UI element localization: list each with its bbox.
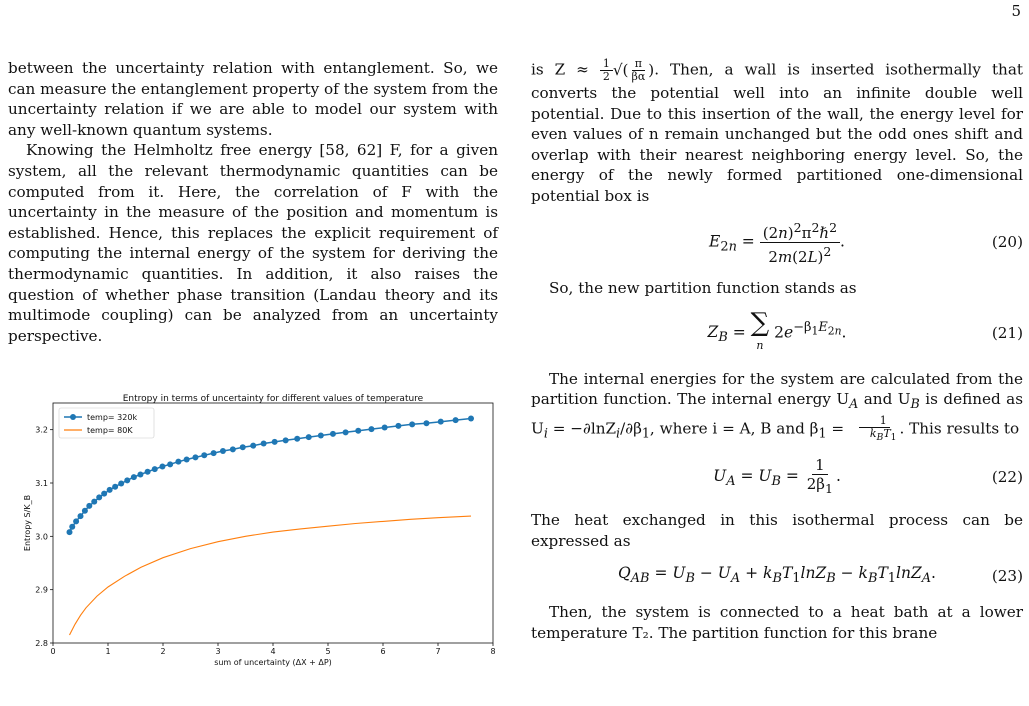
legend-label-series-2: temp= 80K bbox=[87, 426, 133, 435]
right-p1-start: is Z ≈ bbox=[531, 60, 600, 79]
data-point bbox=[272, 439, 278, 445]
data-point bbox=[230, 446, 236, 452]
data-point bbox=[78, 513, 84, 519]
x-tick-label: 6 bbox=[380, 647, 386, 656]
data-point bbox=[107, 487, 113, 493]
data-point bbox=[91, 499, 97, 505]
data-point bbox=[368, 426, 374, 432]
data-point bbox=[73, 518, 79, 524]
data-point bbox=[167, 461, 173, 467]
y-ticks bbox=[35, 426, 53, 648]
data-point bbox=[69, 524, 75, 530]
data-point bbox=[131, 474, 137, 480]
data-point bbox=[96, 494, 102, 500]
fraction-one-half: $\frac{1}{2}$ bbox=[600, 58, 613, 83]
sqrt-expression: √( $\frac{\pi}{\beta\alpha}$ ) bbox=[612, 57, 655, 83]
data-point bbox=[220, 448, 226, 454]
x-tick-label: 0 bbox=[50, 647, 56, 656]
energy-fraction: $\frac{(2n)^2\pi^2\hbar^2}{2m(2L)^2}$ bbox=[760, 219, 840, 266]
equation-21-number: (21) bbox=[991, 324, 1023, 343]
data-point bbox=[343, 429, 349, 435]
right-paragraph-1 bbox=[531, 58, 1023, 207]
series-line-2 bbox=[70, 516, 472, 635]
y-tick-label: 3.2 bbox=[35, 425, 48, 435]
equation-23: $Q_{AB} = U_B - U_A + k_BT_1\ln Z_B - k_BT_1\ln Z_A$. (23) bbox=[618, 564, 1023, 587]
data-point bbox=[330, 431, 336, 437]
data-point bbox=[192, 454, 198, 460]
data-point bbox=[294, 436, 300, 442]
data-point bbox=[250, 443, 256, 449]
equation-22: $U_A = U_B$ = $\frac{1}{2\beta_1}$ . (22) bbox=[713, 456, 1023, 497]
data-point bbox=[145, 469, 151, 475]
x-tick-label: 1 bbox=[105, 647, 111, 656]
x-tick-label: 7 bbox=[435, 647, 441, 656]
data-point bbox=[159, 463, 165, 469]
right-p1-end: . Then, a wall is inserted isothermally that converts the potential well into an infinite double well potential. Due to this insertion of the wall, the energy level for even values of n remain unchanged but the odd ones shift and overlap with their nearest neighboring energy level. So, the energy of the newly formed partitioned one-dimensional potential box is bbox=[531, 60, 1023, 205]
equation-20-number: (20) bbox=[991, 232, 1023, 251]
right-paragraph-4: The heat exchanged in this isothermal process can be expressed as bbox=[531, 511, 1023, 550]
legend-marker-series-1 bbox=[70, 414, 76, 420]
data-point bbox=[438, 419, 444, 425]
right-paragraph-5: Then, the system is connected to a heat bath at a lower temperature T₂. The partition function for this brane bbox=[531, 603, 1023, 642]
equation-22-number: (22) bbox=[991, 467, 1023, 486]
data-point bbox=[152, 466, 158, 472]
entropy-figure bbox=[8, 390, 496, 670]
data-point bbox=[184, 457, 190, 463]
data-point bbox=[283, 437, 289, 443]
beta-fraction: $\frac{1}{k_BT_1}$ bbox=[849, 415, 900, 444]
sum-symbol: ∑ n bbox=[750, 308, 770, 353]
data-point bbox=[67, 529, 73, 535]
data-point bbox=[382, 425, 388, 431]
data-point bbox=[137, 471, 143, 477]
x-tick-label: 5 bbox=[325, 647, 331, 656]
data-point bbox=[86, 503, 92, 509]
x-tick-label: 3 bbox=[215, 647, 221, 656]
equation-21: $Z_B$ = ∑ n $2e^{-\beta_1E_{2n}}$. (21) bbox=[531, 310, 1023, 357]
data-point bbox=[318, 433, 324, 439]
data-point bbox=[175, 459, 181, 465]
y-tick-label: 2.9 bbox=[35, 585, 48, 595]
plot-frame bbox=[53, 403, 493, 643]
y-axis-label: Entropy S/K_B bbox=[23, 494, 32, 552]
data-point bbox=[124, 477, 130, 483]
page-number: 5 bbox=[1011, 2, 1021, 20]
x-tick-label: 4 bbox=[270, 647, 276, 656]
right-column bbox=[531, 58, 1023, 643]
y-tick-label: 2.8 bbox=[35, 639, 48, 648]
data-point bbox=[118, 481, 124, 487]
equation-23-number: (23) bbox=[991, 567, 1023, 586]
right-paragraph-3: The internal energies for the system are calculated from the partition function. The internal energy $U_A$ and $U_B$ is defined as $U_i = -\partial\ln Z_i/\partial\beta_1$, where i = A, B and $\beta_1$ = $\frac{1}{k_BT_1}$ . This results to bbox=[531, 369, 1023, 444]
legend-label-series-1: temp= 320k bbox=[87, 413, 138, 422]
data-point bbox=[82, 508, 88, 514]
data-point bbox=[453, 417, 459, 423]
data-point bbox=[423, 420, 429, 426]
left-paragraph-1: between the uncertainty relation with entanglement. So, we can measure the entanglement property of the system from the uncertainty relation if we are able to model our system with any well-known quantum systems. bbox=[8, 59, 498, 139]
entropy-chart bbox=[8, 390, 496, 670]
right-paragraph-2: So, the new partition function stands as bbox=[549, 278, 857, 297]
data-point bbox=[261, 441, 267, 447]
chart-title: Entropy in terms of uncertainty for different values of temperature bbox=[122, 394, 424, 404]
data-point bbox=[395, 423, 401, 429]
x-ticks bbox=[50, 643, 495, 656]
data-point bbox=[211, 450, 217, 456]
x-tick-label: 2 bbox=[160, 647, 166, 656]
data-point bbox=[306, 434, 312, 440]
x-tick-label: 8 bbox=[490, 647, 496, 656]
legend bbox=[59, 408, 154, 438]
data-point bbox=[201, 452, 207, 458]
data-point bbox=[468, 415, 474, 421]
data-point bbox=[101, 491, 107, 497]
internal-energy-fraction: $\frac{1}{2\beta_1}$ bbox=[806, 456, 833, 497]
equation-20: $E_{2n}$ = $\frac{(2n)^2\pi^2\hbar^2}{2m(2L)^2}$ . (20) bbox=[709, 219, 1023, 266]
series-layer bbox=[67, 415, 475, 635]
data-point bbox=[355, 428, 361, 434]
data-point bbox=[240, 444, 246, 450]
y-tick-label: 3.1 bbox=[35, 479, 48, 488]
y-tick-label: 3.0 bbox=[35, 532, 48, 542]
left-column bbox=[8, 58, 498, 346]
data-point bbox=[409, 421, 415, 427]
x-axis-label: sum of uncertainty (ΔX + ΔP) bbox=[214, 658, 332, 667]
left-paragraph-2: Knowing the Helmholtz free energy [58, 62] F, for a given system, all the relevant thermodynamic quantities can be computed from it. Here, the correlation of F with the uncertainty in the measure of the position and momentum is established. Hence, this replaces the explicit requirement of computing the internal energy of the system for deriving the thermodynamic quantities. In addition, it also raises the question of whether phase transition (Landau theory and its multimode coupling) can be analyzed from an uncertainty perspective. bbox=[8, 141, 498, 345]
data-point bbox=[112, 484, 118, 490]
